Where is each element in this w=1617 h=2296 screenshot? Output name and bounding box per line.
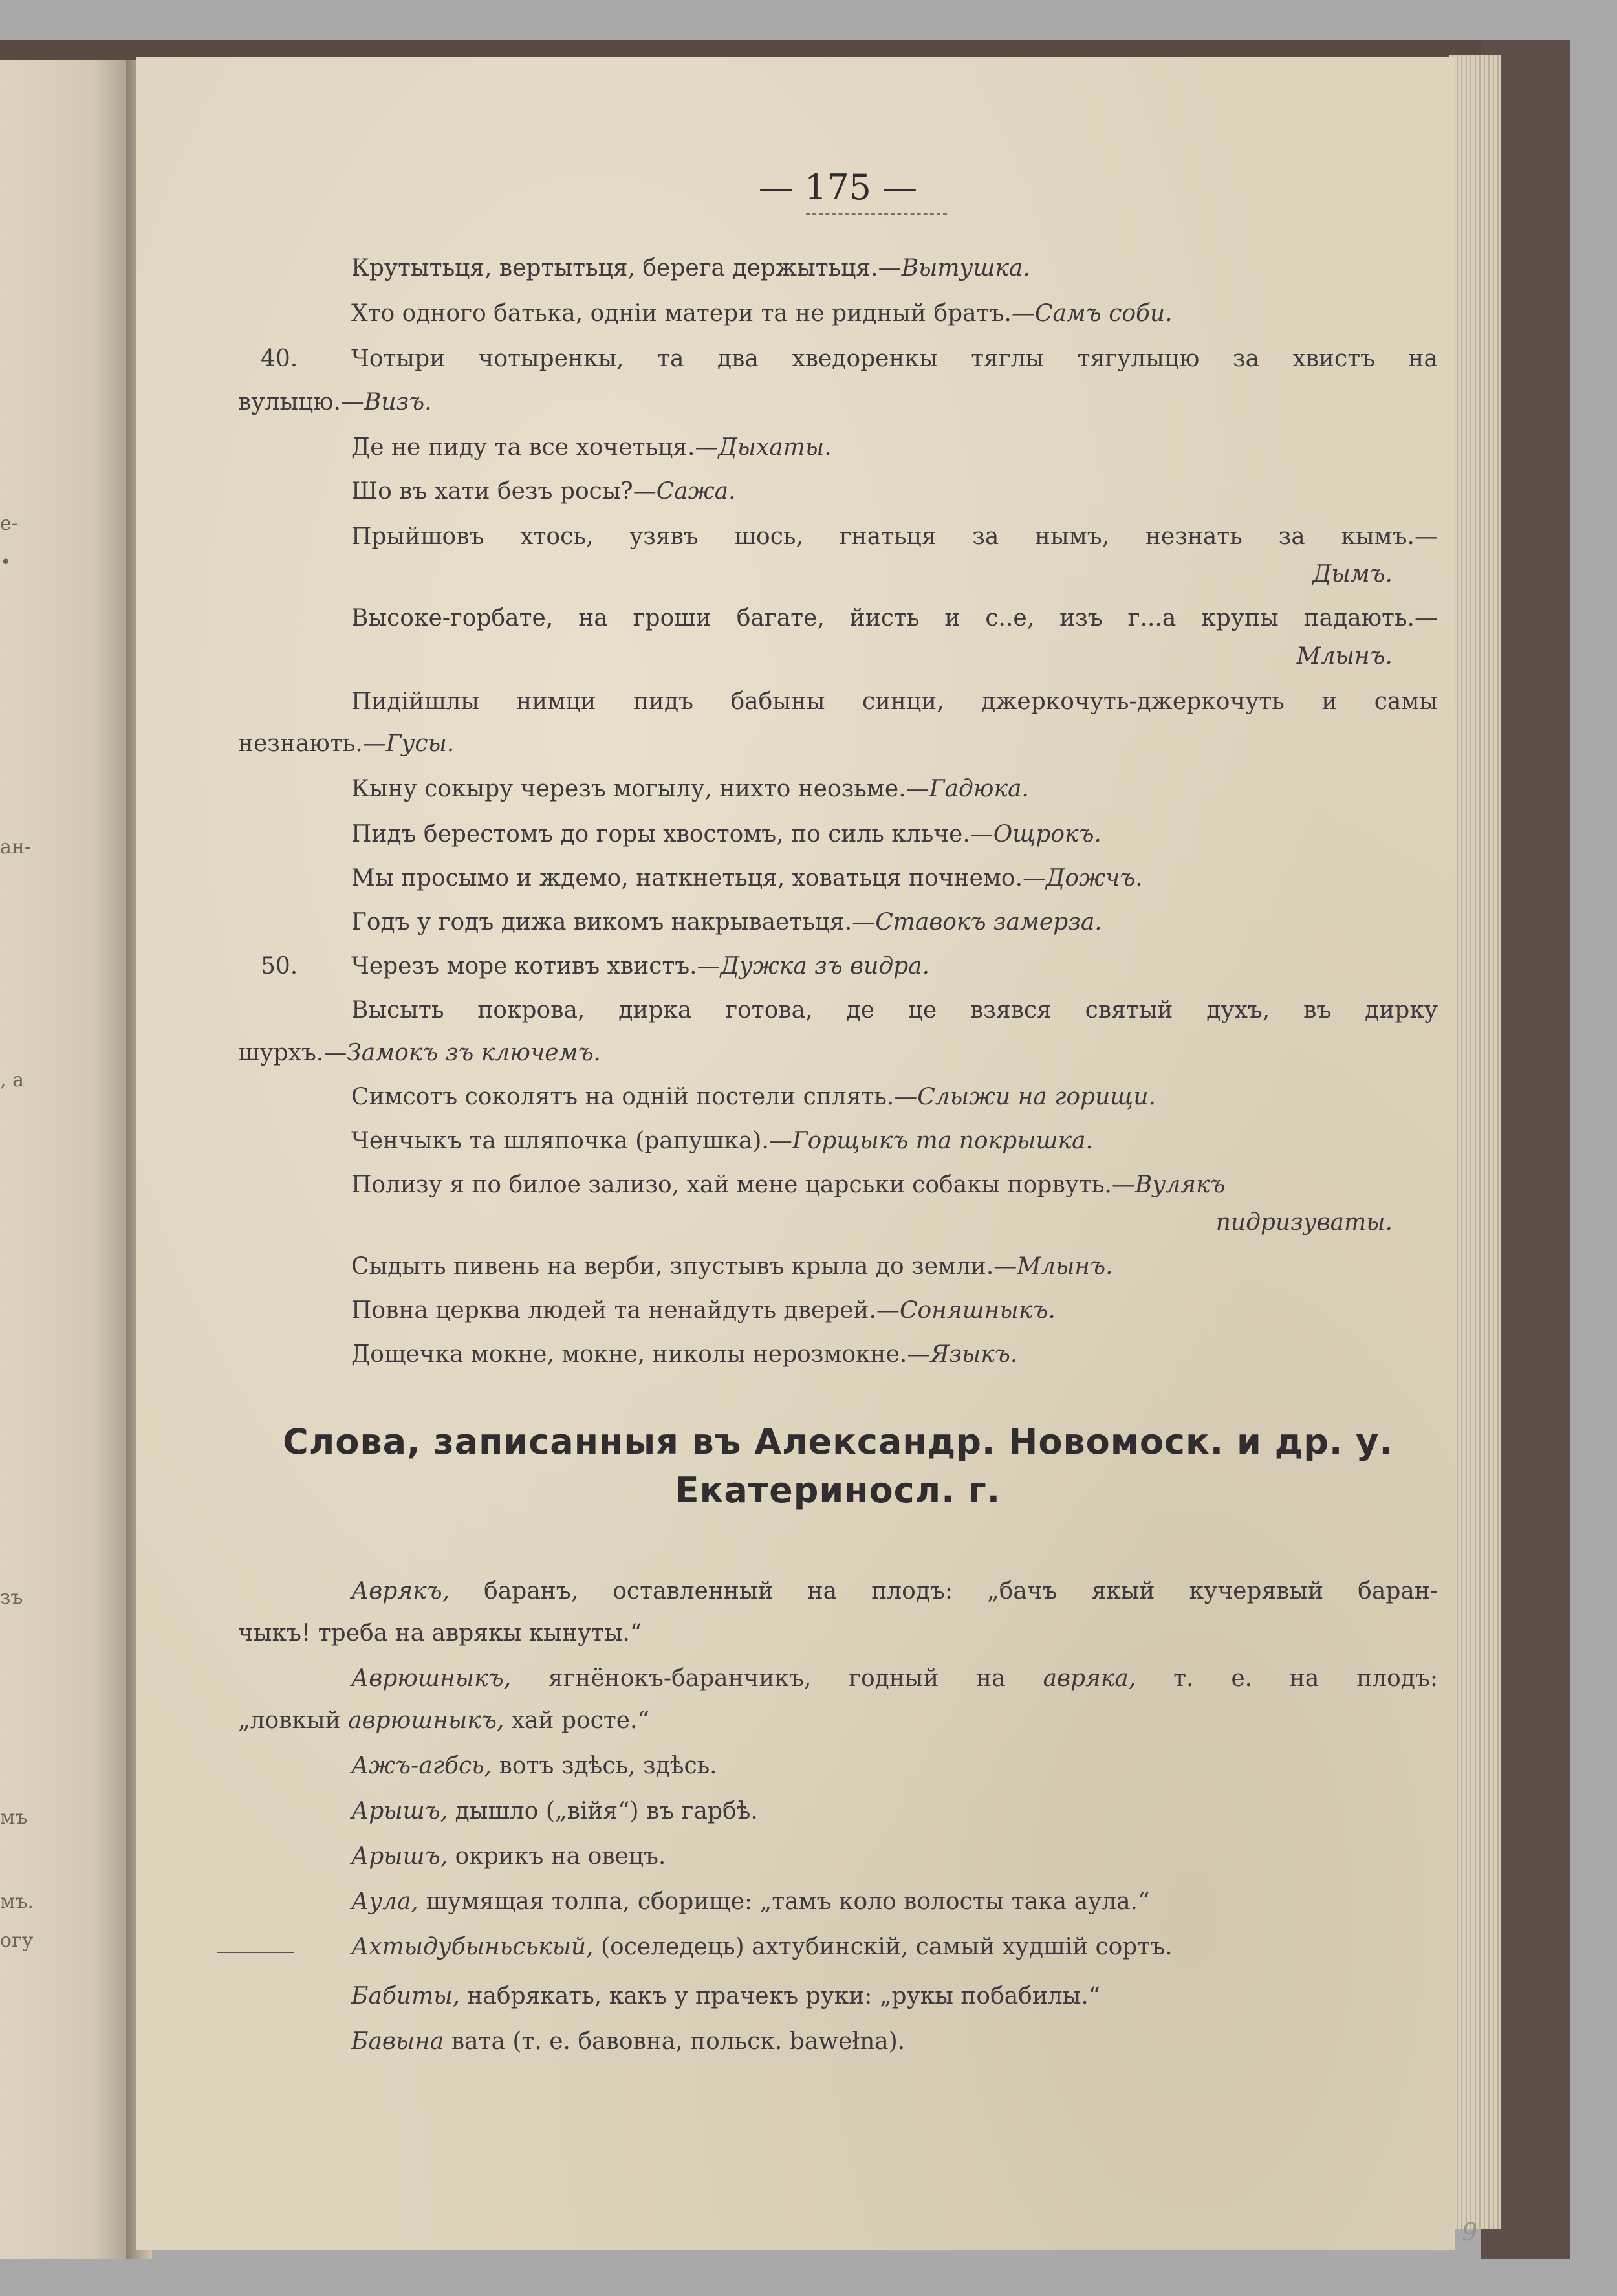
left-page-fragment: ан-: [0, 836, 32, 858]
riddle-answer: Вытушка.: [901, 255, 1030, 281]
riddle-line: Мы просымо и ждемо, наткнетьця, ховатьця почнемо.—Дожчъ.: [351, 865, 1143, 891]
riddle-line-continuation: [238, 1202, 1438, 1243]
riddle-line: Пидiйшлы нимци пидъ бабыны синци, джеркочуть-джеркочуть и самы: [351, 688, 1438, 715]
entry-headword: Аврякъ,: [351, 1578, 450, 1604]
riddle-line: Пидъ берестомъ до горы хвостомъ, по силь кльче.—Ощрокъ.: [351, 821, 1102, 847]
printer-signature-mark: 9: [1462, 2218, 1478, 2246]
riddle-line-continuation: [238, 636, 1438, 677]
riddle-line: Полизу я по билое зализо, хай мене царськи собакы порвуть.—Вулякъ: [351, 1172, 1226, 1198]
riddle-line: Дощечка мокне, мокне, николы нерозмокне.—Языкъ.: [351, 1341, 1018, 1368]
dictionary-entry: Бабиты, набрякать, какъ у прачекъ руки: „рукы побабилы.“: [351, 1983, 1101, 2009]
riddle-line: Высоке-горбате, на гроши багате, йисть и с..е, изъ г...а крупы падають.—: [351, 605, 1438, 631]
entry-headword: Арышъ,: [351, 1798, 448, 1824]
riddle-line: Годъ у годъ дижа викомъ накрываетьця.—Ставокъ замерза.: [351, 909, 1102, 935]
riddle-line: Крутытьця, вертытьця, берега держытьця.—Вытушка.: [351, 255, 1030, 281]
dictionary-entry: Ахтыдубыньськый, (оселедець) ахтубинскiй, самый худшiй сортъ.: [351, 1934, 1173, 1960]
riddle-line-continuation: вулыцю.—Визъ.: [238, 389, 432, 415]
riddle-line: 40. Чотыри чотыренкы, та два хведоренкы тяглы тягулыцю за хвистъ на: [238, 338, 1438, 380]
page-edges: [1449, 55, 1501, 2229]
riddle-line: 50. Черезъ море котивъ хвистъ.—Дужка зъ видра.: [238, 946, 1438, 987]
riddle-line: Хто одного батька, однiи матери та не ридный братъ.—Самъ соби.: [351, 300, 1173, 327]
left-page-fragment: е-: [0, 512, 18, 535]
margin-dash-mark: [217, 1952, 294, 1953]
dictionary-entry: Аула, шумящая толпа, сборище: „тамъ коло волосты така аула.“: [351, 1888, 1150, 1915]
riddle-line: Сыдыть пивень на верби, зпустывъ крыла до земли.—Млынъ.: [351, 1253, 1113, 1280]
riddle-line: Повна церква людей та ненайдуть дверей.—Соняшныкъ.: [351, 1297, 1056, 1324]
dictionary-entry: Арышъ, дышло („вiйя“) въ гарбѣ.: [351, 1798, 758, 1824]
riddle-line: Ченчыкъ та шляпочка (рапушка).—Горщыкъ та покрышка.: [351, 1128, 1093, 1154]
entry-headword: Бабиты,: [351, 1983, 460, 2009]
left-page-fragment: мъ.: [0, 1890, 34, 1913]
riddle-line: Симсотъ соколятъ на однiй постели сплять.—Слыжи на горищи.: [351, 1084, 1156, 1110]
dictionary-entry-continuation: чыкъ! треба на аврякы кынуты.“: [238, 1620, 642, 1646]
riddle-line-continuation: шурхъ.—Замокъ зъ ключемъ.: [238, 1040, 601, 1066]
riddle-answer: Гусы.: [385, 730, 455, 757]
page-number: — 175 —: [758, 167, 918, 208]
riddle-answer: Горщыкъ та покрышка.: [792, 1128, 1093, 1154]
dictionary-entry: Ажъ-агбсь, вотъ здѣсь, здѣсь.: [351, 1753, 717, 1779]
entry-headword: Ахтыдубыньськый,: [351, 1934, 594, 1960]
riddle-answer: Самъ соби.: [1034, 300, 1173, 327]
riddle-line: Высыть покрова, дирка готова, де це взявся святый духъ, въ дирку: [351, 997, 1438, 1023]
left-page-edge: [0, 60, 133, 2259]
page-number-underline: [806, 213, 947, 217]
entry-headword: Аврюшныкъ,: [351, 1665, 512, 1692]
riddle-answer: Дужка зъ видра.: [720, 953, 930, 979]
riddle-line-continuation: [238, 554, 1438, 595]
riddle-answer: Дыхаты.: [718, 434, 832, 461]
section-heading-line-2: Екатериносл. г.: [675, 1470, 1001, 1511]
riddle-answer: Соняшныкъ.: [899, 1297, 1056, 1324]
riddle-answer: Ставокъ замерза.: [875, 909, 1102, 935]
left-page-fragment: мъ: [0, 1806, 28, 1829]
riddle-answer: Замокъ зъ ключемъ.: [347, 1040, 601, 1066]
riddle-answer: Визъ.: [364, 389, 432, 415]
riddle-number: 50.: [261, 953, 298, 979]
riddle-answer: Сажа.: [656, 478, 736, 505]
riddle-line: Шо въ хати безъ росы?—Сажа.: [351, 478, 736, 505]
left-page-fragment: •: [0, 551, 12, 574]
entry-headword: Бавына: [351, 2028, 444, 2055]
entry-headword: Арышъ,: [351, 1843, 448, 1870]
left-page-fragment: огу: [0, 1929, 34, 1952]
riddle-answer: Языкъ.: [930, 1341, 1018, 1368]
riddle-line: Прыйшовъ хтось, узявъ шось, гнатьця за нымъ, незнать за кымъ.—: [351, 523, 1438, 550]
dictionary-entry-continuation: „ловкый аврюшныкъ, хай росте.“: [238, 1707, 649, 1734]
riddle-answer: Гадюка.: [929, 776, 1029, 802]
document-page: [136, 57, 1478, 2250]
riddle-line-continuation: незнають.—Гусы.: [238, 730, 455, 757]
section-heading-line-1: Слова, записанныя въ Александр. Новомоск. и др. у.: [283, 1421, 1393, 1462]
left-page-fragment: , а: [0, 1069, 24, 1091]
riddle-number: 40.: [261, 345, 298, 372]
riddle-answer: Дымъ.: [1312, 561, 1393, 587]
riddle-line: Де не пиду та все хочетьця.—Дыхаты.: [351, 434, 832, 461]
dictionary-entry: Арышъ, окрикъ на овецъ.: [351, 1843, 666, 1870]
riddle-answer: пидризуваты.: [1215, 1209, 1393, 1236]
riddle-answer: Слыжи на горищи.: [917, 1084, 1156, 1110]
riddle-answer: Вулякъ: [1134, 1172, 1226, 1198]
riddle-line: Кыну сокыру черезъ могылу, нихто неозьме.—Гадюка.: [351, 776, 1029, 802]
entry-headword: Аула,: [351, 1888, 418, 1915]
riddle-answer: Млынъ.: [1017, 1253, 1113, 1280]
entry-headword: Ажъ-агбсь,: [351, 1753, 492, 1779]
dictionary-entry: Аврюшныкъ, ягнёнокъ-баранчикъ, годный на авряка, т. е. на плодъ:: [351, 1665, 1438, 1692]
riddle-answer: Млынъ.: [1296, 643, 1393, 670]
dictionary-entry: Бавына вата (т. е. бавовна, польск. bawełna).: [351, 2028, 906, 2055]
riddle-answer: Ощрокъ.: [993, 821, 1102, 847]
dictionary-entry: Аврякъ, баранъ, оставленный на плодъ: „бачъ якый кучерявый баран-: [351, 1578, 1438, 1604]
left-page-fragment: зъ: [0, 1586, 23, 1609]
riddle-answer: Дожчъ.: [1046, 865, 1143, 891]
